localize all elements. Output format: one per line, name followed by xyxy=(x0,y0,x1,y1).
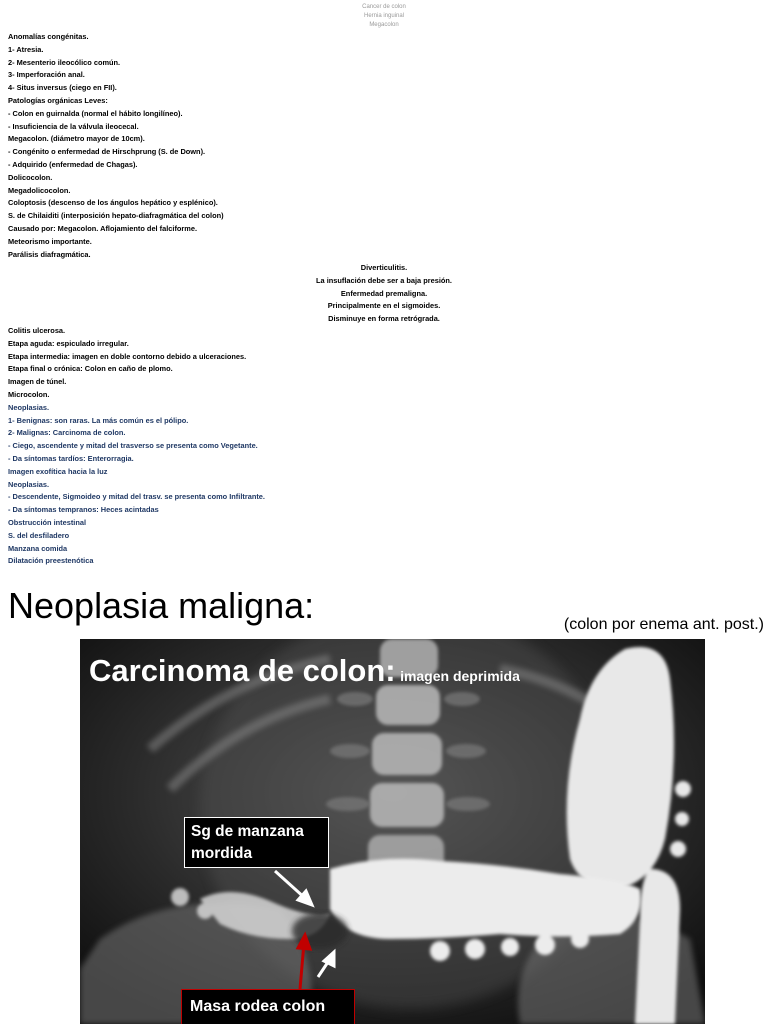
note-line: 3- Imperforación anal. xyxy=(8,70,85,80)
notes-top-block xyxy=(8,31,448,261)
note-line: - Insuficiencia de la válvula ileocecal. xyxy=(8,121,139,131)
note-line: Meteorismo importante. xyxy=(8,236,92,246)
xray-title-main: Carcinoma de colon: xyxy=(89,653,396,688)
note-line-blue: - Descendente, Sigmoideo y mitad del trasv. se presenta como Infiltrante. xyxy=(8,492,265,502)
note-line-blue: Dilatación preestenótica xyxy=(8,556,94,566)
header-line: Megacolon xyxy=(369,22,399,28)
note-line: 1- Atresia. xyxy=(8,44,44,54)
note-line-blue: Imagen exofítica hacia la luz xyxy=(8,466,108,476)
note-line: - Colon en guirnalda (normal el hábito longilíneo). xyxy=(8,108,183,118)
xray-image xyxy=(80,639,705,1024)
note-line: 4- Situs inversus (ciego en FII). xyxy=(8,83,117,93)
header-line: Hernia inguinal xyxy=(363,13,405,19)
label-mass: Masa rodea colon xyxy=(181,989,355,1024)
note-line: Patologías orgánicas Leves: xyxy=(8,95,108,105)
header-line: Cancer de colon xyxy=(362,4,406,10)
note-line: La insuflación debe ser a baja presión. xyxy=(316,275,452,285)
slide-title: Neoplasia maligna: xyxy=(8,585,315,626)
note-line: Coloptosis (descenso de los ángulos hepático y esplénico). xyxy=(8,198,218,208)
label-apple-line: Sg de manzana xyxy=(191,823,304,840)
note-line: Megacolon. (diámetro mayor de 10cm). xyxy=(8,134,145,144)
note-line: Imagen de túnel. xyxy=(8,377,67,387)
note-line-blue: - Da síntomas tardíos: Enterorragia. xyxy=(8,453,134,463)
note-line: Colitis ulcerosa. xyxy=(8,326,66,335)
note-line: Etapa intermedia: imagen en doble contorno debido a ulceraciones. xyxy=(8,351,247,361)
notes-bottom-block xyxy=(8,325,448,568)
note-line-blue: 1- Benignas: son raras. La más común es el pólipo. xyxy=(8,415,189,425)
label-apple-line: mordida xyxy=(191,845,253,862)
note-line: - Adquirido (enfermedad de Chagas). xyxy=(8,159,138,169)
note-line: S. de Chilaiditi (interposición hepato-diafragmática del colon) xyxy=(8,211,224,221)
note-line: Dolicocolon. xyxy=(8,172,53,182)
note-line: Megadolicocolon. xyxy=(8,185,71,195)
xray-title-suffix: imagen deprimida xyxy=(400,668,520,684)
note-line: Parálisis diafragmática. xyxy=(8,249,91,259)
note-line-blue: - Ciego, ascendente y mitad del trasverso se presenta como Vegetante. xyxy=(8,441,258,451)
note-line-blue: Neoplasias. xyxy=(8,479,50,489)
note-line: Etapa final o crónica: Colon en caño de plomo. xyxy=(8,364,173,374)
notes-center-block xyxy=(254,262,514,326)
note-line: Disminuye en forma retrógrada. xyxy=(328,314,440,324)
note-line: Causado por: Megacolon. Aflojamiento del falciforme. xyxy=(8,223,198,233)
note-line-blue: Neoplasias. xyxy=(8,402,50,412)
label-apple-core xyxy=(184,817,329,868)
note-line-blue: 2- Malignas: Carcinoma de colon. xyxy=(8,428,126,438)
note-line: - Congénito o enfermedad de Hirschprung (S. de Down). xyxy=(8,147,206,157)
note-line: Etapa aguda: espiculado irregular. xyxy=(8,338,129,348)
note-line-blue: S. del desfiladero xyxy=(8,530,70,540)
note-line: Microcolon. xyxy=(8,389,50,399)
note-line: Anomalías congénitas. xyxy=(8,32,89,41)
document-header xyxy=(0,3,768,30)
xray-title xyxy=(89,653,520,689)
note-line: Diverticulitis. xyxy=(360,263,408,272)
xray-illustration xyxy=(80,639,705,1024)
note-line: 2- Mesenterio ileocólico común. xyxy=(8,57,121,67)
note-line-blue: Manzana comida xyxy=(8,543,68,553)
note-line-blue: Obstrucción intestinal xyxy=(8,517,87,527)
note-line-blue: - Da síntomas tempranos: Heces acintadas xyxy=(8,505,159,515)
note-line: Enfermedad premaligna. xyxy=(340,288,428,298)
note-line: Principalmente en el sigmoides. xyxy=(327,301,441,311)
slide-subtitle: (colon por enema ant. post.) xyxy=(563,616,764,633)
